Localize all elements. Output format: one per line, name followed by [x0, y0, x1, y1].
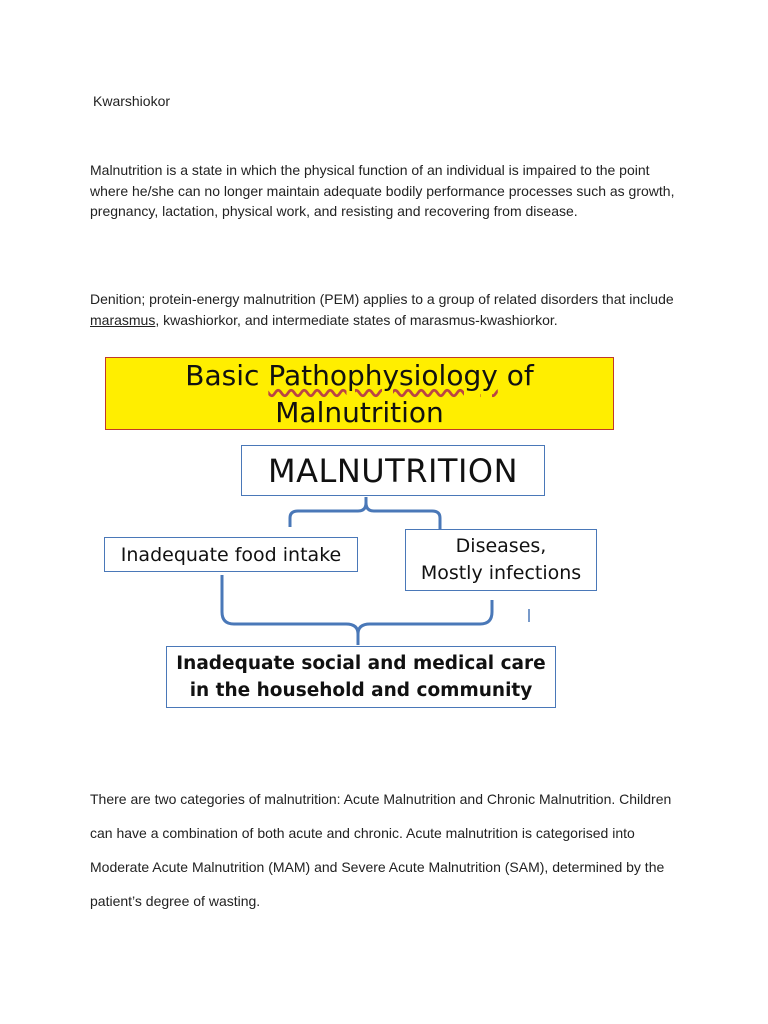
para2-text-b: , kwashiorkor, and intermediate states of marasmus-kwashiorkor. — [155, 311, 558, 328]
paragraph-definition-malnutrition: Malnutrition is a state in which the physical function of an individual is impaired to the point where he/she can no longer maintain adequate bodily performance processes such as growth, pregnancy, lactation, physical work, and resisting and recovering from disease. — [90, 162, 675, 219]
diagram-banner — [105, 357, 614, 430]
inadequate-food-intake-box: Inadequate food intake — [104, 537, 358, 572]
care-line-2: in the household and community — [189, 680, 533, 701]
banner-line-1: Basic Pathophysiology of — [185, 358, 534, 392]
document-title: Kwarshiokor — [93, 93, 171, 109]
brace-top — [290, 497, 440, 529]
paragraph-pem-definition — [90, 289, 690, 330]
para2-text-a: Denition; protein-energy malnutrition (PEM) applies to a group of related disorders that include — [90, 291, 674, 307]
diseases-line-2: Mostly infections — [420, 562, 582, 584]
inadequate-care-box — [166, 646, 556, 708]
para2-underlined-word: marasmus — [90, 311, 156, 328]
care-line-1: Inadequate social and medical care — [176, 653, 546, 674]
paragraph-categories: There are two categories of malnutrition: Acute Malnutrition and Chronic Malnutrition. Children can have a combination of both acute and chronic. Acute malnutrition is categorised into Moderate Acute Malnutrition (MAM) and Severe Acute Malnutrition (SAM), determined by the patient’s degree of wasting. — [90, 791, 672, 909]
diseases-line-1: Diseases, — [455, 535, 547, 557]
diseases-box — [405, 529, 597, 591]
banner-line-2: Malnutrition — [275, 395, 444, 429]
malnutrition-box: MALNUTRITION — [241, 445, 545, 496]
